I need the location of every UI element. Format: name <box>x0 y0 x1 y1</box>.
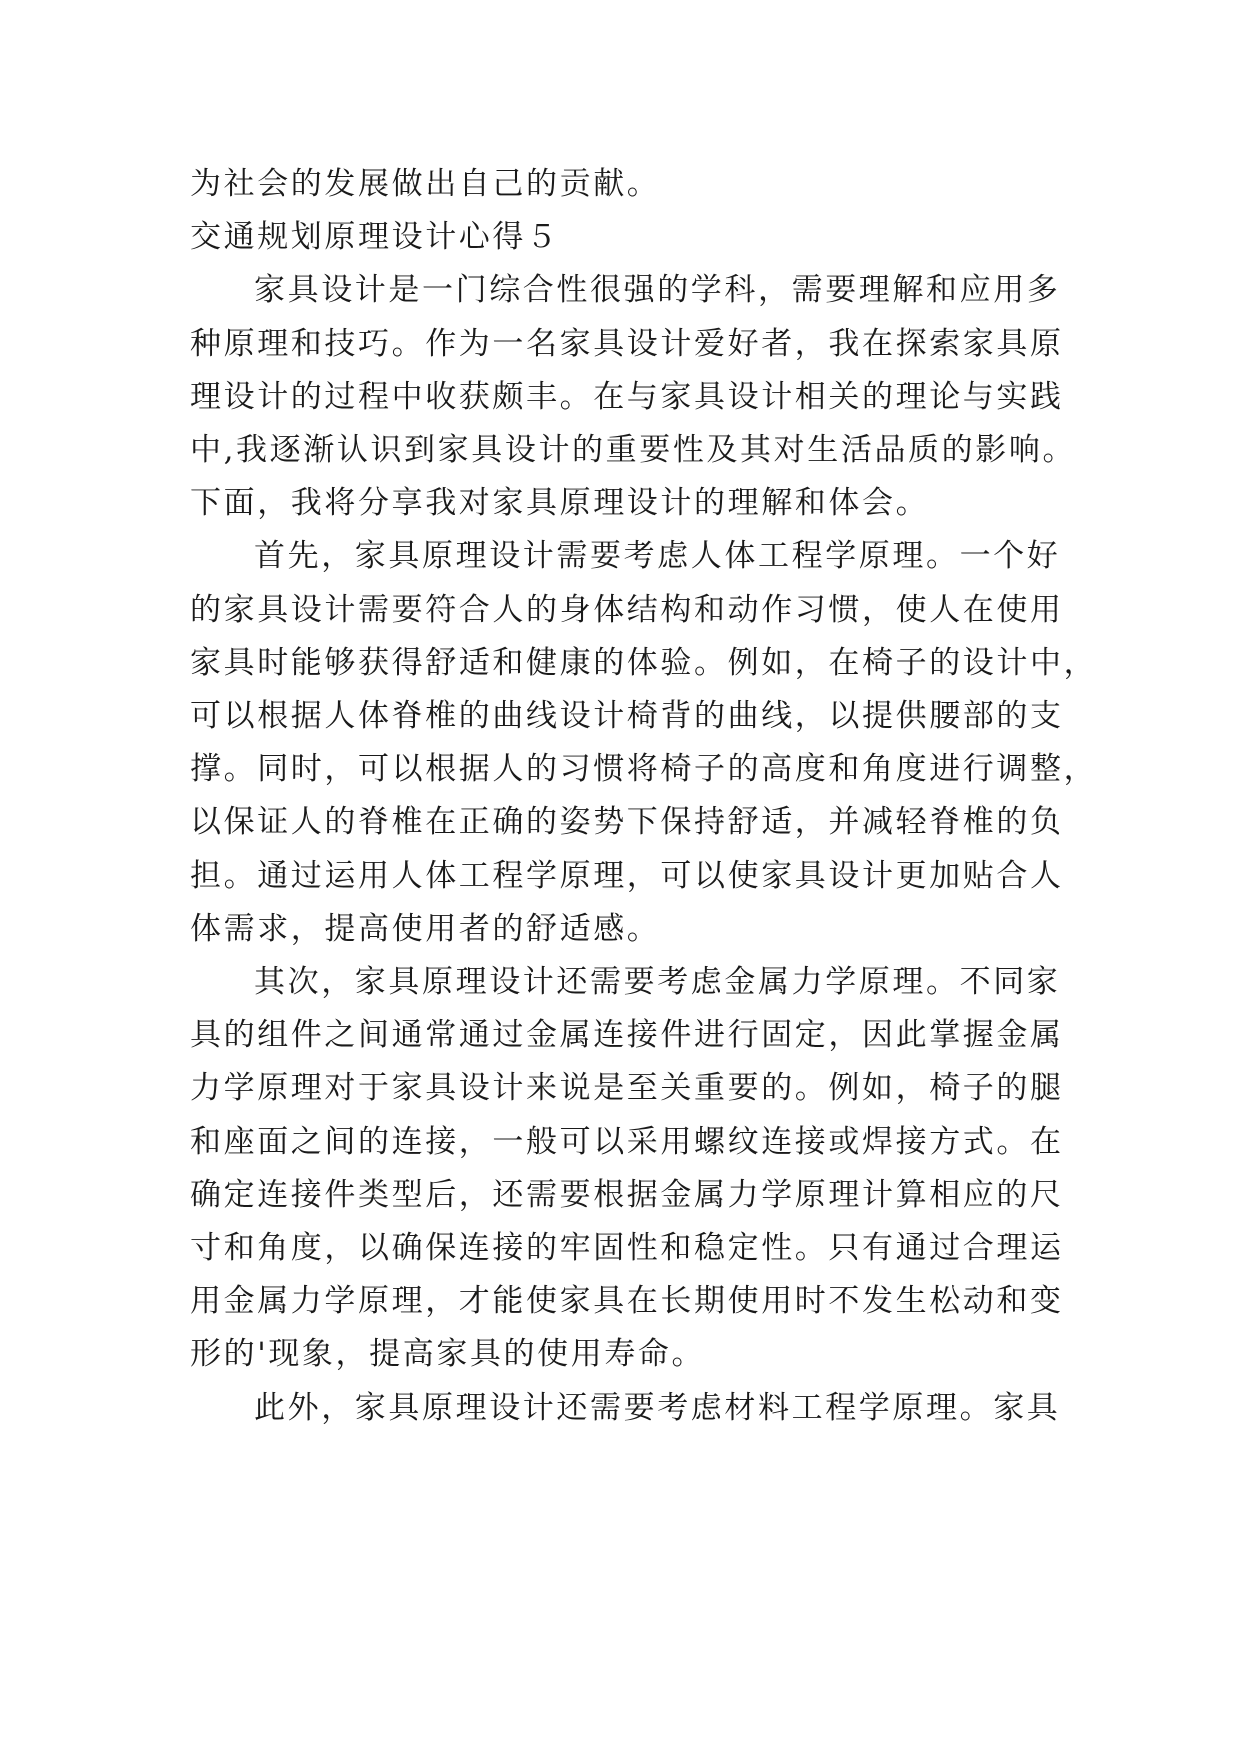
text-line: 的家具设计需要符合人的身体结构和动作习惯，使人在使用 <box>190 591 1064 628</box>
text-line: 此外，家具原理设计还需要考虑材料工程学原理。家具 <box>254 1389 1061 1426</box>
text-line: 具的组件之间通常通过金属连接件进行固定，因此掌握金属 <box>190 1017 1064 1054</box>
text-line: 以保证人的脊椎在正确的姿势下保持舒适，并减轻脊椎的负 <box>190 804 1064 841</box>
text-line: 和座面之间的连接，一般可以采用螺纹连接或焊接方式。在 <box>190 1123 1064 1160</box>
text-line: 用金属力学原理，才能使家具在长期使用时不发生松动和变 <box>190 1283 1064 1320</box>
text-line: 体需求，提高使用者的舒适感。 <box>190 910 661 947</box>
text-line: 撑。同时，可以根据人的习惯将椅子的高度和角度进行调整， <box>190 751 1098 788</box>
text-line: 下面，我将分享我对家具原理设计的理解和体会。 <box>190 485 930 522</box>
section-heading: 交通规划原理设计心得５ <box>190 219 560 256</box>
text-line: 寸和角度，以确保连接的牢固性和稳定性。只有通过合理运 <box>190 1230 1064 1267</box>
text-line: 担。通过运用人体工程学原理，可以使家具设计更加贴合人 <box>190 857 1064 894</box>
text-line: 确定连接件类型后，还需要根据金属力学原理计算相应的尺 <box>190 1176 1064 1213</box>
text-line: 力学原理对于家具设计来说是至关重要的。例如，椅子的腿 <box>190 1070 1064 1107</box>
text-line: 可以根据人体脊椎的曲线设计椅背的曲线，以提供腰部的支 <box>190 698 1064 735</box>
text-line: 中,我逐渐认识到家具设计的重要性及其对生活品质的影响。 <box>190 432 1077 469</box>
document-body <box>190 158 1098 1435</box>
text-line: 其次，家具原理设计还需要考虑金属力学原理。不同家 <box>254 964 1061 1001</box>
text-line: 首先，家具原理设计需要考虑人体工程学原理。一个好 <box>254 538 1061 575</box>
text-line: 种原理和技巧。作为一名家具设计爱好者，我在探索家具原 <box>190 325 1064 362</box>
text-line: 家具设计是一门综合性很强的学科，需要理解和应用多 <box>254 272 1061 309</box>
text-line: 家具时能够获得舒适和健康的体验。例如，在椅子的设计中， <box>190 644 1098 681</box>
text-line: 形的'现象，提高家具的使用寿命。 <box>190 1336 706 1373</box>
text-line: 为社会的发展做出自己的贡献。 <box>190 166 661 202</box>
text-line: 理设计的过程中收获颇丰。在与家具设计相关的理论与实践 <box>190 378 1064 415</box>
